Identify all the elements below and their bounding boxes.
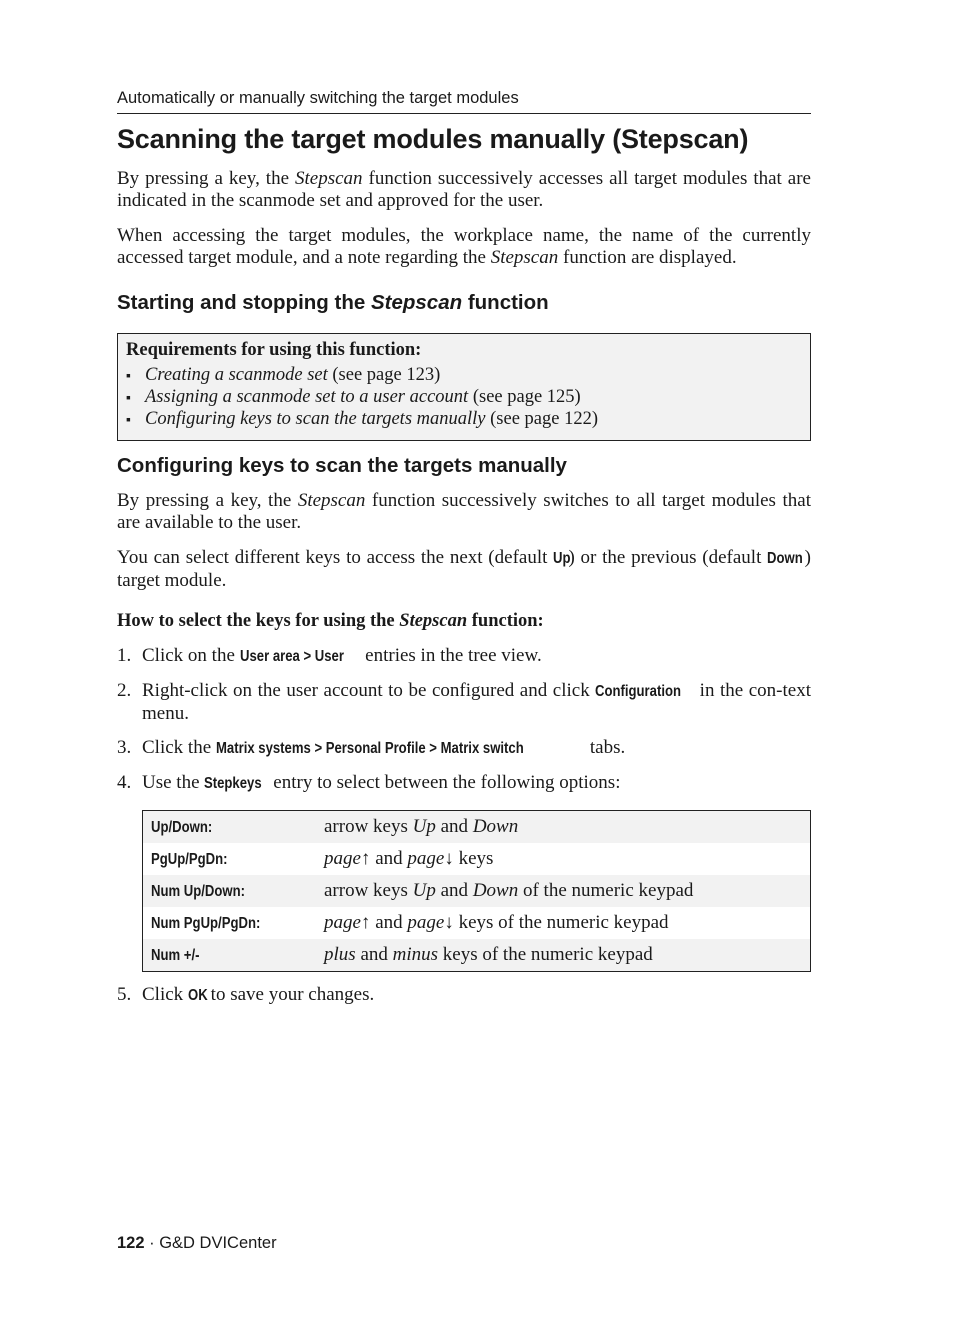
key-down: Down [767,550,803,567]
requirements-box [117,333,811,441]
running-head: Automatically or manually switching the target modules [117,89,811,114]
stepscan-term: Stepscan [297,490,366,511]
option-description: plus and minus keys of the numeric keypad [316,939,811,972]
option-description: arrow keys Up and Down [316,811,811,844]
requirements-title: Requirements for using this function: [126,340,422,360]
stepscan-term: Stepscan [295,168,363,189]
intro-paragraph-1: By pressing a key, the Stepscan function successively accesses all target modules that are indicated in the scanmode set and approved for the user. [117,168,811,211]
option-key: PgUp/PgDn: [151,851,228,868]
option-key: Num PgUp/PgDn: [151,915,261,932]
requirement-item: ▪ Assigning a scanmode set to a user account (see page 125) [126,386,598,408]
table-row [143,843,811,875]
page-number: 122 [117,1234,145,1252]
product-name: G&D DVICenter [159,1234,277,1252]
stepscan-term: Stepscan [490,247,559,268]
body-paragraph-1: By pressing a key, the Stepscan function successively switches to all target modules that are available to the user. [117,490,811,533]
howto-heading: How to select the keys for using the Stepscan function: [117,611,544,631]
page-footer: 122 · G&D DVICenter [117,1234,277,1252]
option-description: page↑ and page↓ keys of the numeric keypad [324,912,669,933]
option-description: arrow keys Up and Down of the numeric keypad [316,875,811,907]
requirement-link[interactable]: Configuring keys to scan the targets manually [145,409,486,429]
section-heading-configuring-keys: Configuring keys to scan the targets manually [117,454,567,477]
ui-path: Matrix systems > Personal Profile > Matrix switch [215,740,524,757]
ui-entry: Stepkeys [204,775,262,792]
option-key: Up/Down: [151,819,213,836]
option-key: Num Up/Down: [151,883,246,900]
requirement-item: ▪ Configuring keys to scan the targets manually (see page 122) [126,408,598,430]
table-row [143,811,811,844]
table-row [143,907,811,939]
ui-menu-item: Configuration [595,683,682,700]
body-paragraph-2: You can select different keys to access the next (default Up) or the previous (default Down) target module. [117,547,811,591]
ui-path: User area > User [239,648,344,665]
stepkeys-options-table [142,810,811,972]
page-title: Scanning the target modules manually (Stepscan) [117,124,749,154]
requirement-link[interactable]: Assigning a scanmode set to a user account [145,387,469,407]
key-up: Up [553,550,571,567]
requirement-item: ▪ Creating a scanmode set (see page 123) [126,364,598,386]
section-heading-start-stop: Starting and stopping the Stepscan function [117,291,549,314]
requirements-list [126,364,598,430]
ui-button-ref: OK [187,987,208,1004]
table-row [143,875,811,907]
requirement-link[interactable]: Creating a scanmode set [145,365,328,385]
intro-paragraph-2: When accessing the target modules, the workplace name, the name of the currently accessed target module, and a note regarding the Stepscan function are displayed. [117,225,811,268]
option-description: page↑ and page↓ keys [324,848,494,869]
table-row [143,939,811,972]
option-key: Num +/- [151,947,200,964]
